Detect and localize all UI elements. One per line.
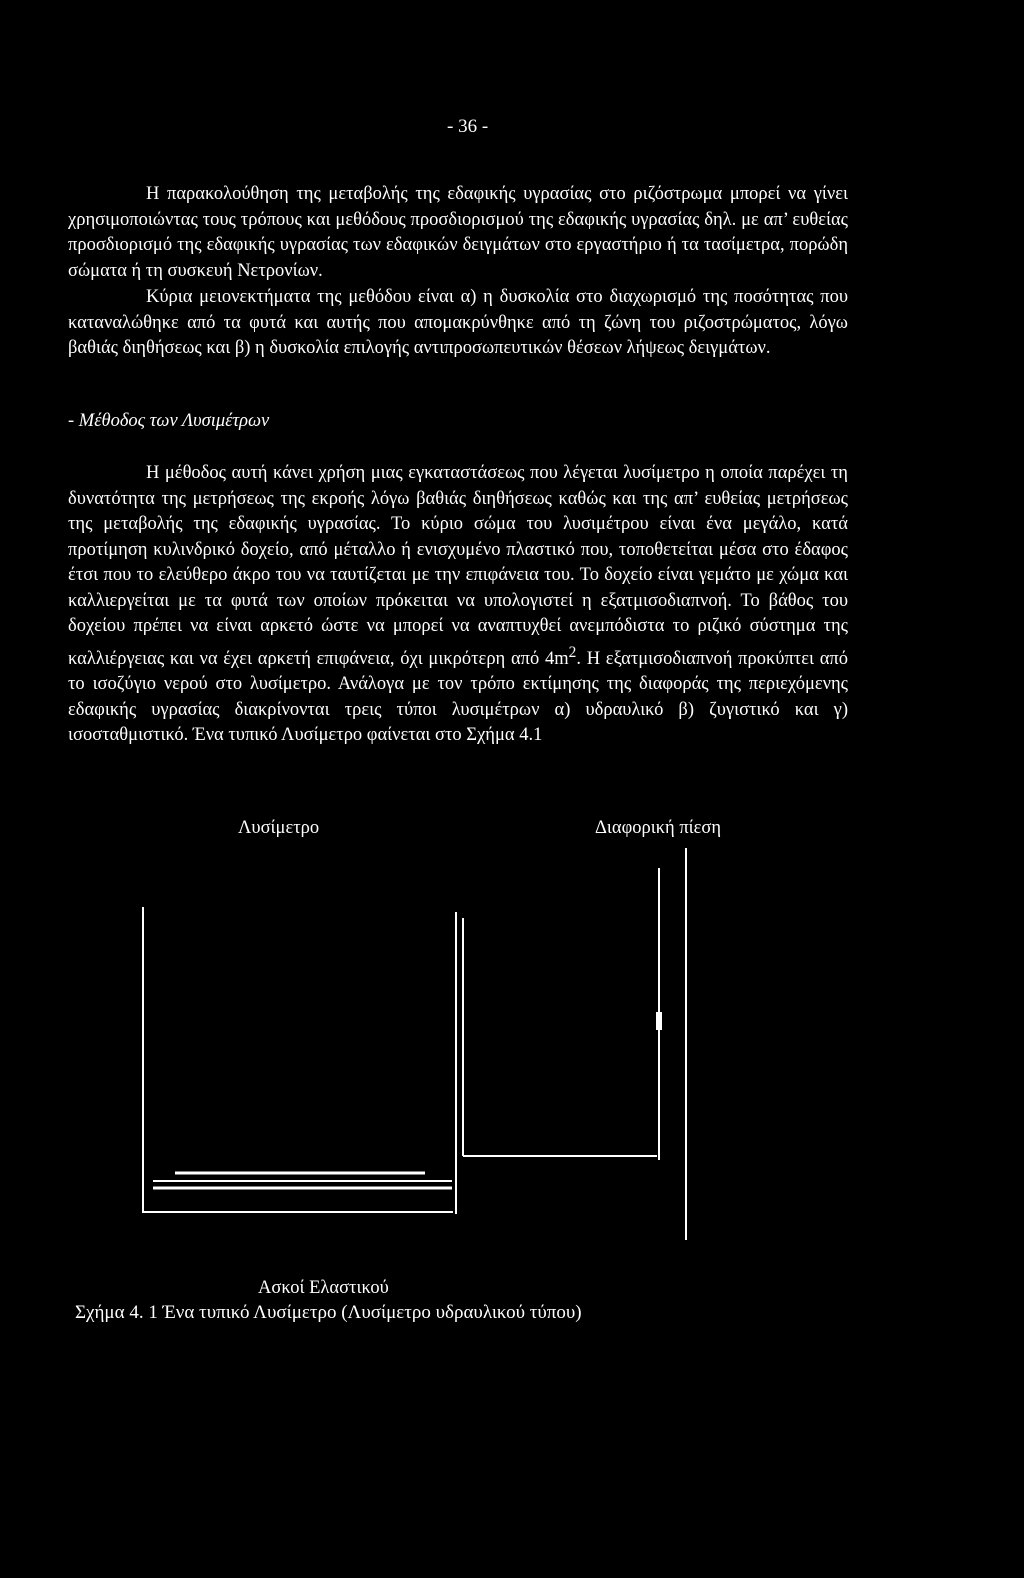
figure-label-differential-pressure: Διαφορική πίεση — [595, 818, 722, 838]
figure-label-rubber-bags: Ασκοί Ελαστικού — [258, 1278, 389, 1298]
paragraph-lysimeter-text-1: Η μέθοδος αυτή κάνει χρήση μιας εγκαταστάσεως που λέγεται λυσίμετρο η οποία παρέχει τη δυνατότητα της μετρήσεως της εκροής λόγω βαθιάς διηθήσεως καθώς και της απ’ ευθείας μετρήσεως της μεταβολής της εδαφικής υγρασίας. Το κύριο σώμα του λυσιμέτρου είναι ένα μεγάλο, κατά προτίμηση κυλινδρικό δοχείο, από μέταλλο ή ενισχυμένο πλαστικό που, τοποθετείται μέσα στο έδαφος έτσι που το ελεύθερο άκρο του να ταυτίζεται με την επιφάνεια του. Το δοχείο είναι γεμάτο με χώμα και καλλιεργείται με τα φυτά των οποίων πρόκειται να υπολογιστεί η εξατμισοδιαπνοή. Το βάθος του δοχείου πρέπει να είναι αρκετό ώστε να μπορεί να αναπτυχθεί ανεμπόδιστα το ριζικό σύστημα της καλλιέργειας και να έχει αρκετή επιφάνεια, όχι μικρότερη από 4m — [68, 463, 848, 669]
paragraph-disadvantages: Κύρια μειονεκτήματα της μεθόδου είναι α) η δυσκολία στο διαχωρισμό της ποσότητας που καταναλώθηκε από τα φυτά και αυτής που απομακρύνθηκε από τη ζώνη του ριζοστρώματος, λόγω βαθιάς διηθήσεως και β) η δυσκολία επιλογής αντιπροσωπευτικών θέσεων λήψεως δειγμάτων. — [68, 287, 848, 358]
figure-label-lysimeter: Λυσίμετρο — [238, 818, 320, 838]
figure-caption-number: Σχήμα 4. 1 — [75, 1302, 158, 1323]
manometer-level-mark — [656, 1012, 662, 1030]
figure-caption — [75, 1302, 582, 1324]
section-heading-lysimeters: - Μέθοδος των Λυσιμέτρων — [68, 411, 270, 431]
figure-caption-text: Ένα τυπικό Λυσίμετρο (Λυσίμετρο υδραυλικού τύπου) — [157, 1302, 582, 1323]
paragraph-lysimeter-text-2: . Η εξατμισοδιαπνοή προκύπτει από το ισοζύγιο νερού στο λυσίμετρο. Ανάλογα με τον τρόπο εκτίμησης της διαφοράς της περιεχόμενης εδαφικής υγρασίας διακρίνονται τρεις τύποι λυσιμέτρων α) υδραυλικό β) ζυγιστικό και γ) ισοσταθμιστικό. Ένα τυπικό Λυσίμετρο φαίνεται στο Σχήμα 4.1 — [68, 648, 848, 746]
page-number: - 36 - — [447, 116, 489, 137]
superscript-2: 2 — [568, 643, 577, 661]
paragraph-intro: Η παρακολούθηση της μεταβολής της εδαφικής υγρασίας στο ριζόστρωμα μπορεί να γίνει χρησιμοποιώντας τους τρόπους και μεθόδους προσδιορισμού της εδαφικής υγρασίας δηλ. με απ’ ευθείας προσδιορισμό της εδαφικής υγρασίας των εδαφικών δειγμάτων στο εργαστήριο ή τα τασίμετρα, πορώδη σώματα ή τη συσκευή Νετρονίων. — [68, 184, 848, 281]
